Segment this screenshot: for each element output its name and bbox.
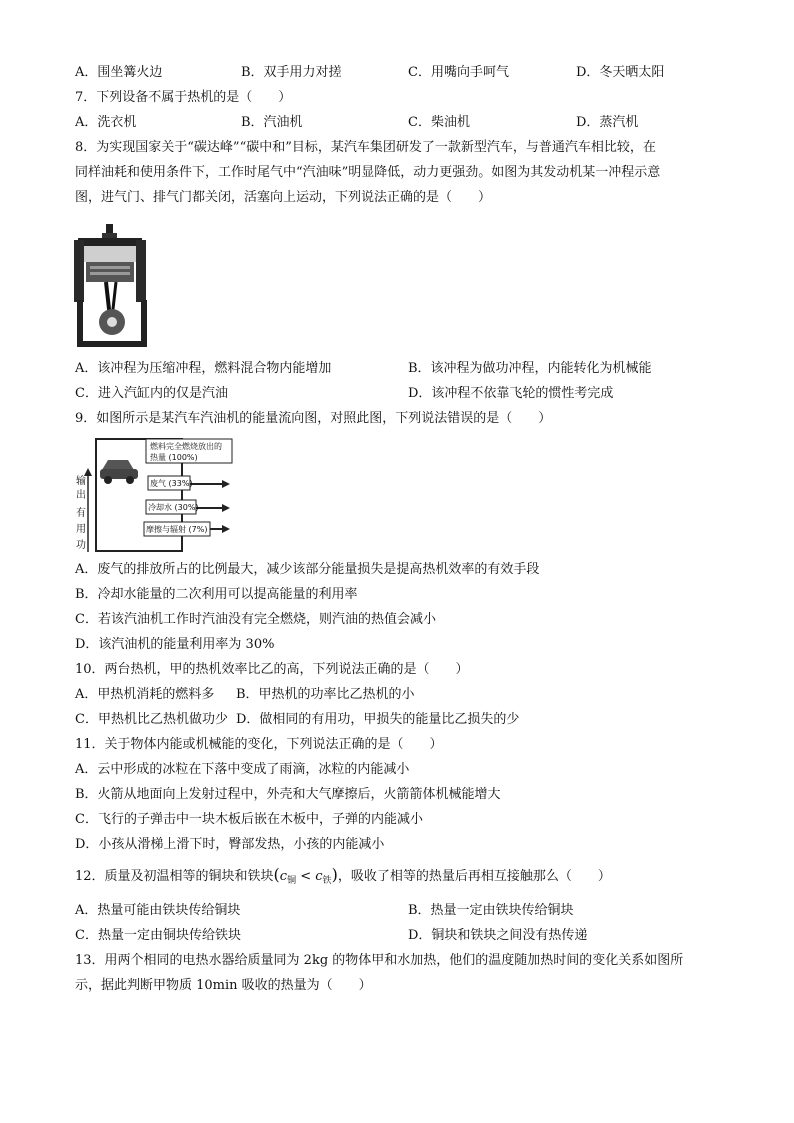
input-heat-label-1: 燃料完全燃烧放出的: [150, 442, 222, 451]
q7-option-a: A．洗衣机: [75, 115, 137, 130]
q10-option-a: A．甲热机消耗的燃料多: [75, 687, 215, 702]
q6-option-d: D．冬天晒太阳: [576, 65, 665, 80]
q9-option-b: B．冷却水能量的二次利用可以提高能量的利用率: [75, 587, 358, 602]
input-heat-label-2: 热量 (100%): [150, 453, 198, 462]
q11-option-d: D．小孩从滑梯上滑下时，臀部发热，小孩的内能减小: [75, 837, 385, 852]
formula-sub-copper: 铜: [287, 876, 297, 886]
q10-stem: 10．两台热机，甲的热机效率比乙的高，下列说法正确的是（ ）: [75, 662, 469, 677]
q12-option-a: A．热量可能由铁块传给铜块: [75, 903, 241, 918]
q12-stem: 12．质量及初温相等的铜块和铁块$(c_铜 < c_铁)$，吸收了相等的热量后再相互接触那么（ ）: [75, 865, 611, 886]
q11-option-a: A．云中形成的冰粒在下落中变成了雨滴，冰粒的内能减小: [75, 762, 410, 777]
q9-option-a: A．废气的排放所占的比例最大，减少该部分能量损失是提高热机效率的有效手段: [75, 562, 540, 577]
q11-option-c: C．飞行的子弹击中一块木板后嵌在木板中，子弹的内能减小: [75, 812, 423, 827]
q6-option-b: B．双手用力对搓: [241, 65, 342, 80]
q12-option-d: D．铜块和铁块之间没有热传递: [408, 928, 588, 943]
q12-option-c: C．热量一定由铜块传给铁块: [75, 928, 241, 943]
q7-stem: 7．下列设备不属于热机的是（ ）: [75, 90, 292, 105]
q8-option-b: B．该冲程为做功冲程，内能转化为机械能: [408, 361, 652, 376]
q10-option-c: C．甲热机比乙热机做功少: [75, 712, 228, 727]
output-label-2: 出: [76, 490, 86, 501]
q8-option-c: C．进入汽缸内的仅是汽油: [75, 386, 228, 401]
q11-option-b: B．火箭从地面向上发射过程中，外壳和大气摩擦后，火箭箭体机械能增大: [75, 787, 501, 802]
q7-option-b: B．汽油机: [241, 115, 303, 130]
q12-stem-part2: ，吸收了相等的热量后再相互接触那么（ ）: [337, 869, 611, 884]
output-label-3: 有: [76, 508, 86, 519]
q9-option-d: D．该汽油机的能量利用率为 30%: [75, 637, 275, 652]
q7-option-c: C．柴油机: [408, 115, 470, 130]
output-label-1: 输: [76, 476, 86, 487]
formula-less-than: <: [296, 869, 316, 884]
q8-option-d: D．该冲程不依靠飞轮的惯性考完成: [408, 386, 614, 401]
q8-stem-line2: 同样油耗和使用条件下，工作时尾气中“汽油味”明显降低，动力更强劲。如图为其发动机某一冲程示意: [75, 165, 661, 180]
q8-stem-line1: 8．为实现国家关于“碳达峰”“碳中和”目标，某汽车集团研发了一款新型汽车，与普通汽车相比较，在: [75, 140, 656, 155]
q10-option-d: D．做相同的有用功，甲损失的能量比乙损失的少: [236, 712, 520, 727]
engine-stroke-diagram: [72, 222, 150, 350]
q12-stem-part1: 12．质量及初温相等的铜块和铁块: [75, 869, 274, 884]
q11-stem: 11．关于物体内能或机械能的变化，下列说法正确的是（ ）: [75, 737, 443, 752]
q9-option-c: C．若该汽油机工作时汽油没有完全燃烧，则汽油的热值会减小: [75, 612, 436, 627]
q8-stem-line3: 图，进气门、排气门都关闭，活塞向上运动，下列说法正确的是（ ）: [75, 190, 492, 205]
formula-c2: c: [315, 869, 323, 884]
q7-option-d: D．蒸汽机: [576, 115, 639, 130]
car-icon: [100, 460, 138, 484]
q10-option-b: B．甲热机的功率比乙热机的小: [236, 687, 415, 702]
output-label-5: 功: [76, 540, 86, 551]
q9-stem: 9．如图所示是某汽车汽油机的能量流向图，对照此图，下列说法错误的是（ ）: [75, 411, 552, 426]
formula-c1: c: [279, 869, 288, 884]
q6-option-a: A．围坐篝火边: [75, 65, 163, 80]
energy-flow-diagram: [72, 436, 242, 556]
output-label-4: 用: [76, 524, 86, 535]
q6-option-c: C．用嘴向手呵气: [408, 65, 509, 80]
cooling-water-label: 冷却水 (30%): [148, 503, 199, 512]
q13-stem-line1: 13．用两个相同的电热水器给质量同为 2kg 的物体甲和水加热，他们的温度随加热时间的变化关系如图所: [75, 953, 684, 968]
formula-sub-iron: 铁: [322, 876, 332, 886]
q13-stem-line2: 示，据此判断甲物质 10min 吸收的热量为（ ）: [75, 978, 372, 993]
q8-option-a: A．该冲程为压缩冲程，燃料混合物内能增加: [75, 361, 332, 376]
friction-radiation-label: 摩擦与辐射 (7%): [146, 525, 208, 534]
exhaust-label: 废气 (33%): [150, 479, 193, 488]
q12-option-b: B．热量一定由铁块传给铜块: [408, 903, 574, 918]
